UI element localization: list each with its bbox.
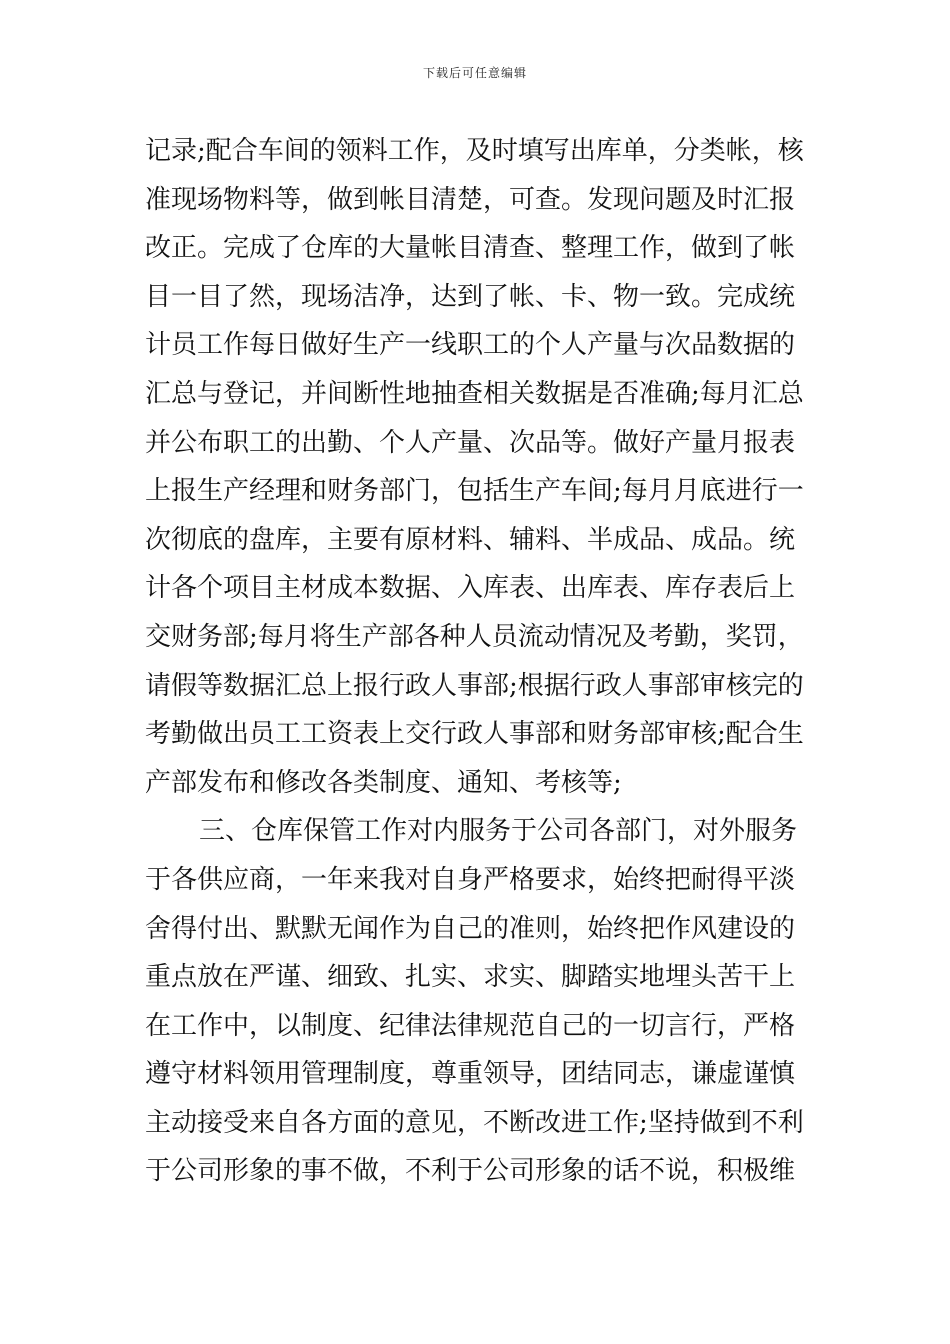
text-line: 考勤做出员工工资表上交行政人事部和财务部审核;配合生 — [145, 719, 804, 750]
text-line: 并公布职工的出勤、个人产量、次品等。做好产量月报表 — [145, 427, 796, 458]
text-line: 遵守材料领用管理制度，尊重领导，团结同志，谦虚谨慎 — [145, 1059, 796, 1090]
text-line: 计各个项目主材成本数据、入库表、出库表、库存表后上 — [145, 573, 796, 604]
document-body — [145, 127, 815, 1196]
text-line: 在工作中，以制度、纪律法律规范自己的一切言行，严格 — [145, 1010, 796, 1041]
text-line: 准现场物料等，做到帐目清楚，可查。发现问题及时汇报 — [145, 184, 796, 215]
paragraph-start-line: 三、仓库保管工作对内服务于公司各部门，对外服务 — [199, 816, 798, 847]
text-line: 目一目了然，现场洁净，达到了帐、卡、物一致。完成统 — [145, 281, 796, 312]
text-line: 次彻底的盘库，主要有原材料、辅料、半成品、成品。统 — [145, 524, 796, 555]
text-line: 重点放在严谨、细致、扎实、求实、脚踏实地埋头苦干上 — [145, 962, 796, 993]
text-line: 于公司形象的事不做，不利于公司形象的话不说，积极维 — [145, 1156, 796, 1187]
text-line: 汇总与登记，并间断性地抽查相关数据是否准确;每月汇总 — [145, 378, 804, 409]
text-line: 记录;配合车间的领料工作，及时填写出库单，分类帐，核 — [145, 136, 804, 166]
text-line: 上报生产经理和财务部门，包括生产车间;每月月底进行一 — [145, 476, 804, 507]
text-line: 于各供应商，一年来我对自身严格要求，始终把耐得平淡 — [145, 864, 796, 895]
text-line: 交财务部;每月将生产部各种人员流动情况及考勤，奖罚， — [145, 621, 804, 652]
text-line: 舍得付出、默默无闻作为自己的准则，始终把作风建设的 — [145, 913, 796, 944]
text-line: 计员工作每日做好生产一线职工的个人产量与次品数据的 — [145, 330, 796, 361]
text-line: 请假等数据汇总上报行政人事部;根据行政人事部审核完的 — [145, 670, 804, 701]
text-line: 产部发布和修改各类制度、通知、考核等; — [145, 767, 622, 798]
page-header: 下载后可任意编辑 — [422, 66, 527, 80]
text-line: 改正。完成了仓库的大量帐目清查、整理工作，做到了帐 — [145, 233, 796, 264]
text-line: 主动接受来自各方面的意见，不断改进工作;坚持做到不利 — [145, 1107, 804, 1138]
